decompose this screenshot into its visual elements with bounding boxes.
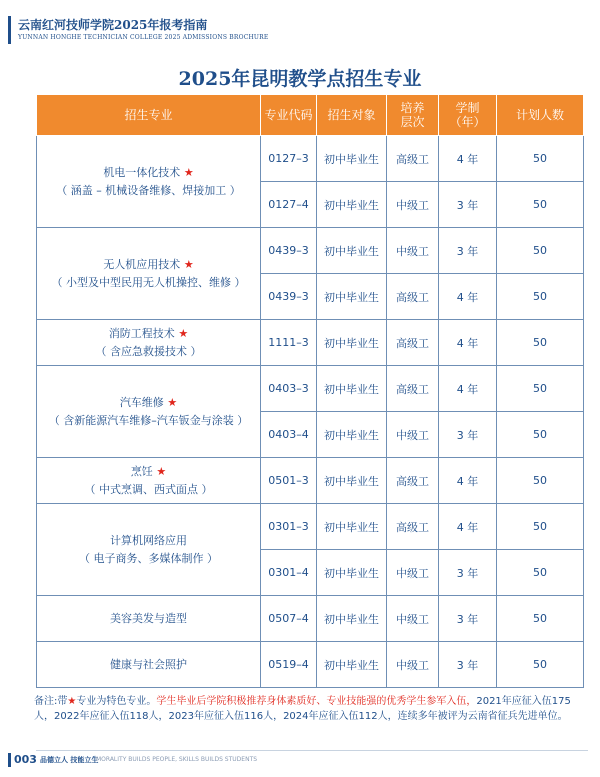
study-years: 3 年 [439,228,497,274]
major-code: 0301–3 [261,504,317,550]
study-years: 4 年 [439,136,497,182]
star-icon: ★ [183,165,194,179]
column-header: 计划人数 [497,95,584,136]
major-code: 0403–3 [261,366,317,412]
header-subtitle-en: YUNNAN HONGHE TECHNICIAN COLLEGE 2025 ADMISSIONS BROCHURE [18,34,269,41]
table-row [37,320,584,366]
header-title: 云南红河技师学院2025年报考指南 [18,18,208,32]
brochure-header [8,14,428,44]
major-name: 烹饪 [130,464,153,478]
footer-accent-bar [8,753,11,767]
footer-slogan-en: MORALITY BUILDS PEOPLE, SKILLS BUILDS STUDENTS [96,756,258,763]
major-code: 0439–3 [261,274,317,320]
majors-table [36,94,584,688]
table-row [37,366,584,412]
study-years: 4 年 [439,366,497,412]
planned-count: 50 [497,320,584,366]
major-code: 0519–4 [261,642,317,688]
major-code: 0501–3 [261,458,317,504]
major-cell [37,366,261,458]
training-level: 中级工 [387,412,439,458]
column-header: 专业代码 [261,95,317,136]
table-row [37,504,584,550]
planned-count: 50 [497,550,584,596]
major-cell [37,320,261,366]
study-years: 3 年 [439,642,497,688]
page-number: 003 [14,753,37,766]
table-row [37,458,584,504]
table-row [37,642,584,688]
training-level: 高级工 [387,504,439,550]
major-cell [37,136,261,228]
planned-count: 50 [497,504,584,550]
admission-target: 初中毕业生 [317,228,387,274]
admission-target: 初中毕业生 [317,274,387,320]
major-code: 0301–4 [261,550,317,596]
major-subtitle: （ 中式烹调、西式面点 ） [84,482,213,496]
major-subtitle: （ 含应急救援技术 ） [95,344,202,358]
table-row [37,136,584,182]
page-title: 2025年昆明教学点招生专业 [178,68,422,90]
admission-target: 初中毕业生 [317,366,387,412]
major-code: 0127–4 [261,182,317,228]
major-cell [37,458,261,504]
star-icon: ★ [167,395,178,409]
admission-target: 初中毕业生 [317,320,387,366]
planned-count: 50 [497,274,584,320]
major-subtitle: （ 小型及中型民用无人机操控、维修 ） [51,275,246,289]
training-level: 中级工 [387,642,439,688]
major-code: 0507–4 [261,596,317,642]
admission-target: 初中毕业生 [317,458,387,504]
admission-target: 初中毕业生 [317,504,387,550]
note-rest: 2021年应征入伍175人，2022年应征入伍118人，2023年应征入伍116人，2024年应征入伍112人，连续多年被评为云南省征兵先进单位。 [34,696,571,722]
column-header: 招生专业 [37,95,261,136]
header-accent-bar [8,16,11,44]
training-level: 中级工 [387,550,439,596]
admission-target: 初中毕业生 [317,550,387,596]
planned-count: 50 [497,366,584,412]
planned-count: 50 [497,182,584,228]
major-cell [37,642,261,688]
planned-count: 50 [497,136,584,182]
major-name: 机电一体化技术 [103,165,181,179]
training-level: 中级工 [387,596,439,642]
training-level: 中级工 [387,182,439,228]
study-years: 4 年 [439,274,497,320]
major-name: 美容美发与造型 [110,611,187,625]
major-subtitle: （ 电子商务、多媒体制作 ） [79,551,218,565]
planned-count: 50 [497,412,584,458]
major-cell [37,596,261,642]
footnote [34,694,586,724]
star-icon: ★ [178,326,189,340]
note-highlight: 学生毕业后学院积极推荐身体素质好、专业技能强的优秀学生参军入伍， [156,696,477,707]
major-subtitle: （ 涵盖 – 机械设备维修、焊接加工 ） [56,183,241,197]
footer-slogan: 品德立人 技能立生 [40,756,99,764]
training-level: 高级工 [387,136,439,182]
planned-count: 50 [497,642,584,688]
major-subtitle: （ 含新能源汽车维修–汽车钣金与涂装 ） [48,413,249,427]
study-years: 3 年 [439,182,497,228]
planned-count: 50 [497,228,584,274]
major-cell [37,504,261,596]
major-name: 计算机网络应用 [110,533,187,547]
major-cell [37,228,261,320]
column-header: 招生对象 [317,95,387,136]
page-footer [0,750,600,770]
study-years: 4 年 [439,320,497,366]
major-name: 汽车维修 [119,395,164,409]
table-body [37,136,584,688]
table-row [37,596,584,642]
admission-target: 初中毕业生 [317,182,387,228]
training-level: 高级工 [387,320,439,366]
major-code: 0403–4 [261,412,317,458]
study-years: 4 年 [439,504,497,550]
table-header-row [37,95,584,136]
training-level: 中级工 [387,228,439,274]
star-icon: ★ [67,696,77,707]
admission-target: 初中毕业生 [317,596,387,642]
admission-target: 初中毕业生 [317,136,387,182]
table-row [37,228,584,274]
planned-count: 50 [497,596,584,642]
study-years: 3 年 [439,550,497,596]
footer-divider [36,750,588,751]
admission-target: 初中毕业生 [317,412,387,458]
study-years: 4 年 [439,458,497,504]
major-code: 0127–3 [261,136,317,182]
admission-target: 初中毕业生 [317,642,387,688]
major-code: 1111–3 [261,320,317,366]
note-mid: 专业为特色专业。 [76,696,157,707]
major-name: 消防工程技术 [108,326,175,340]
major-name: 无人机应用技术 [103,257,181,271]
note-prefix: 备注:带 [34,696,68,707]
star-icon: ★ [156,464,167,478]
training-level: 高级工 [387,366,439,412]
major-name: 健康与社会照护 [110,657,187,671]
training-level: 高级工 [387,458,439,504]
column-header: 培养 层次 [387,95,439,136]
star-icon: ★ [183,257,194,271]
column-header: 学制 （年） [439,95,497,136]
planned-count: 50 [497,458,584,504]
major-code: 0439–3 [261,228,317,274]
study-years: 3 年 [439,412,497,458]
study-years: 3 年 [439,596,497,642]
training-level: 高级工 [387,274,439,320]
